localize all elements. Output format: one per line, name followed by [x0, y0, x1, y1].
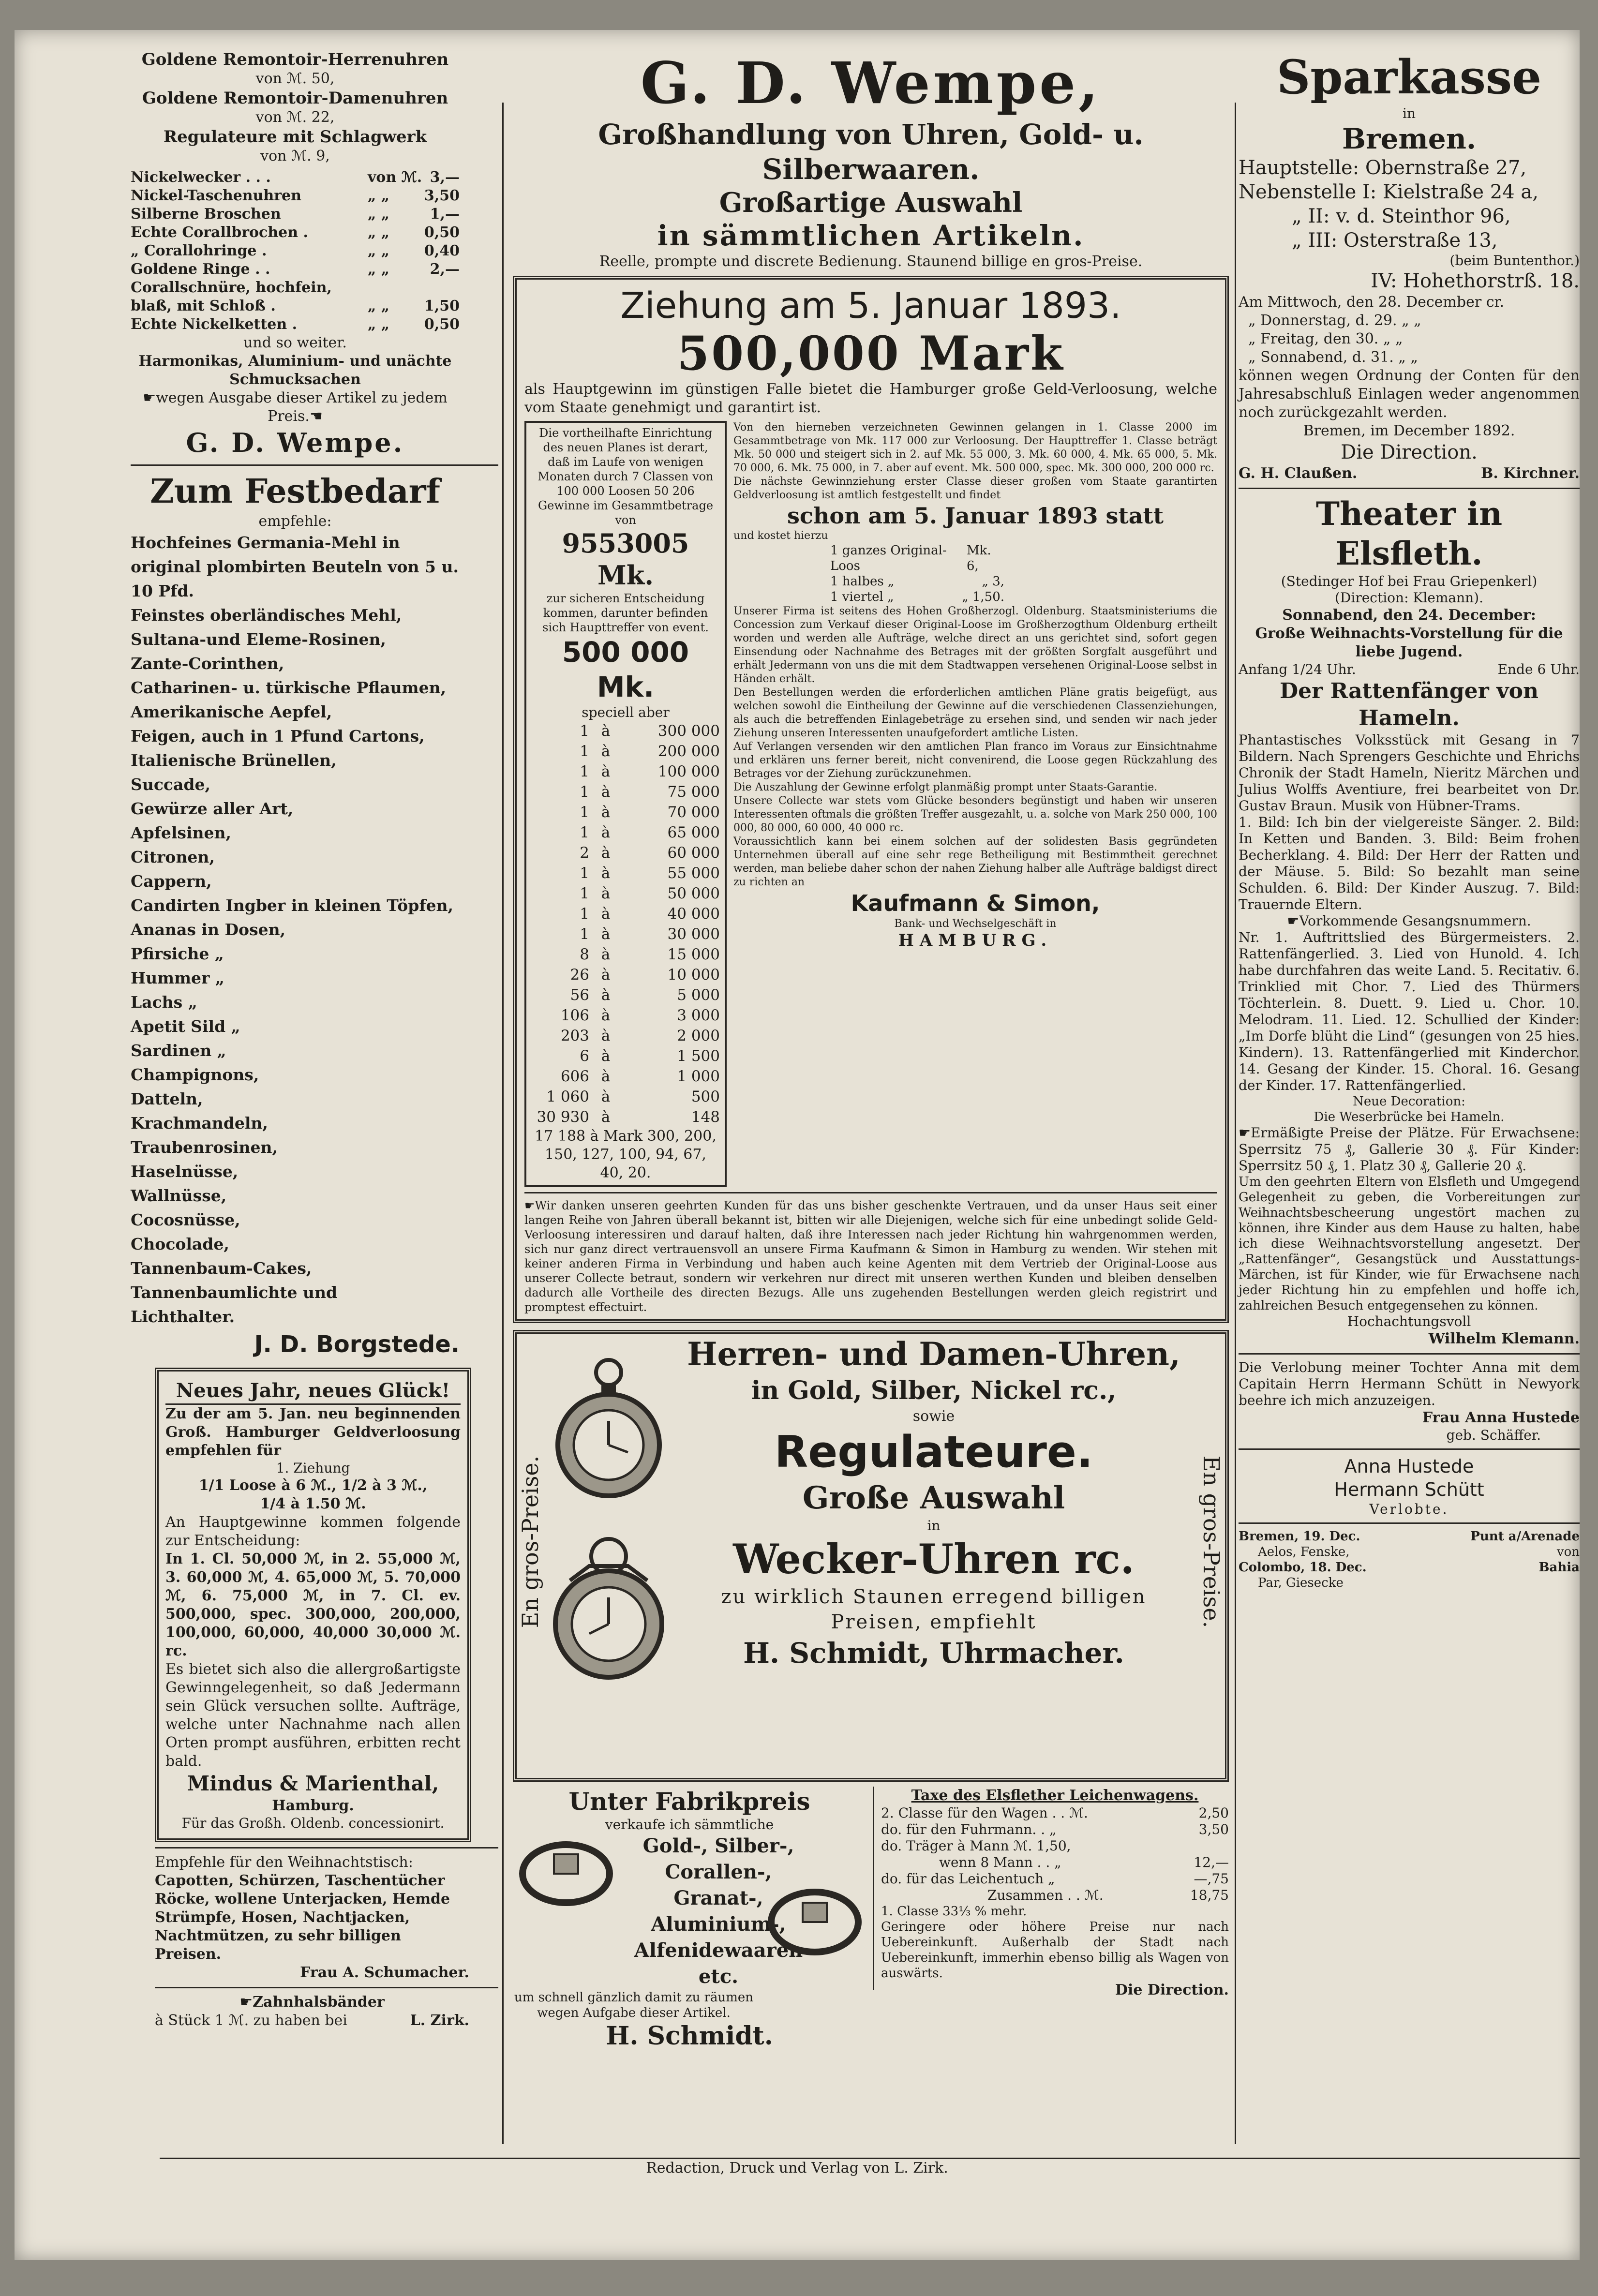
table-row: 26 à 10 000	[570, 966, 720, 984]
lottery-para: Die Auszahlung der Gewinne erfolgt planmäßig prompt unter Staats-Garantie.	[733, 781, 1158, 793]
sparkasse-iv: IV: Hohethorstrß. 18.	[1371, 270, 1580, 292]
lottery-para: Unserer Firma ist seitens des Hohen Großherzogl. Oldenburg. Staatsministeriums die Concession zum Verkauf dieser Original-Loose im Großherzogthum Oldenburg ertheilt worden und werden alle Aufträge, welche direct an uns gerichtet sind, sofort gegen Einsendung oder Nachnahme des Betrages mit der größten Sorgfalt ausgeführt und erhält Jedermann von uns die mit dem Stadtwappen versehenen Original-Loose selbst in Händen erhält.	[733, 605, 1217, 685]
borgstede-signature: J. D. Borgstede.	[254, 1331, 460, 1358]
table-row: 1 à 40 000	[580, 905, 720, 923]
divider	[1239, 1448, 1580, 1450]
sparkasse-haupt: Hauptstelle: Obernstraße 27,	[1239, 157, 1527, 179]
table-row: 1 à 75 000	[580, 783, 720, 801]
plan-text: Die vortheilhafte Einrichtung des neuen Planes ist derart, daß im Laufe von wenigen Monaten durch 7 Classen von 100 000 Loosen 50 206 Gewinne im Gesammtbetrage von	[538, 426, 714, 527]
weiter-text: und so weiter.	[243, 334, 347, 351]
table-row: 1 à 100 000	[580, 763, 720, 780]
pointing-hand-icon: ☛	[1239, 1125, 1251, 1141]
wempe-signature: G. D. Wempe.	[186, 427, 404, 458]
table-row: 1 à 55 000	[580, 865, 720, 882]
list-item: Tannenbaumlichte und	[131, 1283, 338, 1302]
price-list	[131, 168, 460, 334]
bank-text: Bank- und Wechselgeschäft in	[894, 918, 1057, 930]
table-row: 1 à 30 000	[580, 925, 720, 943]
list-item: Sultana-und Eleme-Rosinen,	[131, 630, 386, 649]
verlobte-name-1: Anna Hustede	[1344, 1456, 1474, 1477]
table-row: 6 à 1 500	[580, 1047, 720, 1065]
ship-row: Colombo, 18. Dec. Bahia	[1239, 1560, 1580, 1575]
zahn-ad	[15, 1993, 469, 2030]
list-item: Cocosnüsse,	[131, 1210, 240, 1229]
list-item: Datteln,	[131, 1089, 203, 1108]
lottery-para: Von den hierneben verzeichneten Gewinnen gelangen in 1. Classe 2000 im Gesammtbetrage von Mk. 117 000 zur Verloosung. Der Haupttreffer 1. Classe beträgt Mk. 50 000 und steigert sich in 2. auf Mk. 55 000, 3. Mk. 60 000, 4. Mk. 65 000, 5. Mk. 70 000, 6. Mk. 75 000, in 7. aber auf event. Mk. 500 000, spec. Mk. 300 000, 200 000 rc.	[733, 421, 1217, 474]
pointing-hand-icon: ☛	[239, 1994, 253, 2011]
pointing-hand-icon: ☛	[524, 1199, 535, 1212]
sparkasse-date: „ Freitag, den 30. „ „	[1248, 330, 1403, 347]
column-right	[1239, 49, 1589, 1591]
bottom-ads	[513, 1787, 1229, 2051]
list-item: Cappern,	[131, 872, 212, 891]
imprint: Redaction, Druck und Verlag von L. Zirk.	[646, 2160, 948, 2177]
schumacher-line: Empfehle für den Weihnachtstisch:	[155, 1854, 413, 1871]
dank-text: ☛Wir danken unseren geehrten Kunden für das uns bisher geschenkte Vertrauen, und da unser Haus seit einer langen Reihe von Jahren überall bekannt ist, bitten wir alle Diejenigen, welche sich für eine unbedingt solide Geld-Verloosung interessiren und darauf halten, daß ihre Interessen nach jeder Richtung hin wahrgenommen werden, sich nur ganz direct vertrauensvoll an unsere Firma Kaufmann & Simon in Hamburg zu wenden. Wir stehen mit keiner anderen Firma in Verbindung und haben auch keine Agenten mit dem Vertrieb der Original-Loose aus unserer Collecte betraut, sondern wir verkehren nur direct mit unseren werthen Kunden und bleiben denselben dadurch alle Vortheile des directen Bezugs. Alle uns zugehenden Bestellungen werden gleich registrirt und promptest effectuirt.	[524, 1199, 1217, 1314]
price-row: Nickelwecker . . . von ℳ. 3,—	[131, 169, 460, 186]
lotto-line: 1/1 Loose à 6 ℳ., 1/2 à 3 ℳ.,	[198, 1477, 428, 1494]
schumacher-ad	[15, 1853, 469, 1982]
divider	[1239, 1522, 1580, 1524]
price-row: Echte Corallbrochen . „ „ 0,50	[131, 224, 460, 241]
list-item: Amerikanische Aepfel,	[131, 702, 332, 721]
big-mark: 500 000 Mk.	[562, 636, 689, 703]
uhren-title: Herren- und Damen-Uhren,	[687, 1335, 1180, 1373]
price-row: Echte Nickelketten . „ „ 0,50	[131, 316, 460, 333]
harmonikas-text: Harmonikas, Aluminium- und unächte Schmucksachen	[138, 353, 452, 388]
theater-show: Große Weihnachts-Vorstellung für die liebe Jugend.	[1255, 625, 1563, 660]
ausgabe-text: ☛wegen Ausgabe dieser Artikel zu jedem Preis.☚	[143, 389, 448, 425]
divider	[155, 1847, 498, 1849]
lottery-para: Voraussichtlich kann bei einem solchen auf der solidesten Basis gegründeten Unternehmen überall auf eine sehr rege Betheiligung mit Bestimmtheit gerechnet werden, man beliebe daher schon der nahen Ziehung halber alle Aufträge baldigst direct zu richten an	[733, 835, 1217, 888]
sparkasse-neben: Nebenstelle I: Kielstraße 24 a,	[1239, 181, 1538, 203]
festbedarf-list	[131, 531, 460, 1329]
schumacher-line: Capotten, Schürzen, Taschentücher	[155, 1872, 445, 1889]
list-item: Wallnüsse,	[131, 1186, 227, 1205]
hamburg-text: HAMBURG.	[898, 931, 1053, 950]
staunen-text: zu wirklich Staunen erregend billigen Preisen, empfiehlt	[721, 1586, 1147, 1633]
list-item: Feinstes oberländisches Mehl,	[131, 606, 402, 625]
theater-play: Der Rattenfänger von Hameln.	[1280, 679, 1538, 731]
zahn-row: à Stück 1 ℳ. zu haben bei L. Zirk.	[155, 2012, 469, 2029]
list-item: Lachs „	[131, 993, 197, 1012]
regulateure-title: Regulateure.	[774, 1427, 1093, 1477]
column-rule-right	[1235, 103, 1236, 2144]
divider	[131, 464, 498, 466]
watch-price-1: von ℳ. 50,	[255, 70, 335, 87]
list-item: Traubenrosinen,	[131, 1138, 278, 1157]
table-row: 1 à 300 000	[580, 722, 720, 740]
lotto-title: Neues Jahr, neues Glück!	[165, 1378, 461, 1405]
taxe-note: Geringere oder höhere Preise nur nach Uebereinkunft. Außerhalb der Stadt nach Uebereinkunft, immerhin ebenso billig als Wagen von auswärts.	[881, 1920, 1229, 1981]
table-row: 203 à 2 000	[560, 1027, 720, 1044]
ring-icon	[762, 1879, 868, 1975]
list-item: Chocolade,	[131, 1235, 229, 1253]
list-item: Citronen,	[131, 848, 215, 866]
prize-table	[531, 721, 720, 1127]
taxe-row: do. für den Fuhrmann. . „ 3,50	[881, 1821, 1229, 1837]
lottery-ad	[513, 276, 1229, 1323]
price-row: Goldene Ringe . . „ „ 2,—	[131, 261, 460, 278]
wempe-watch-ad	[15, 49, 460, 460]
plan-text-2: zur sicheren Entscheidung kommen, darunter befinden sich Haupttreffer von event.	[542, 592, 709, 634]
schumacher-signature: Frau A. Schumacher.	[300, 1964, 469, 1981]
list-item: Haselnüsse,	[131, 1162, 239, 1181]
price-row: Nickel-Taschenuhren „ „ 3,50	[131, 187, 460, 204]
theater-venue: (Stedinger Hof bei Frau Griepenkerl)	[1281, 573, 1538, 589]
fabrik-title: Unter Fabrikpreis	[568, 1787, 810, 1816]
lotto-line: 1/4 à 1.50 ℳ.	[260, 1495, 366, 1512]
pointing-hand-icon: ☛	[1287, 913, 1299, 929]
theater-description: Phantastisches Volksstück mit Gesang in 7 Bildern. Nach Sprengers Geschichte und Ehrichs Chronik der Stadt Hameln, Nieritz Märchen und Julius Wolffs Aventiure, frei bearbeitet von Dr. Gustav Braun. Musik von Hübner-Trams.	[1239, 732, 1580, 814]
pointing-hand-icon: ☛	[143, 389, 156, 406]
lottery-date: schon am 5. Januar 1893 statt	[787, 503, 1164, 529]
watch-price-3: von ℳ. 9,	[260, 148, 330, 164]
theater-signature: Wilhelm Klemann.	[1428, 1330, 1580, 1347]
lottery-intro: als Hauptgewinn im günstigen Falle bietet die Hamburger große Geld-Verloosung, welche vom Staate genehmigt und garantirt ist.	[524, 381, 1217, 416]
grosse-auswahl: Große Auswahl	[802, 1480, 1065, 1516]
lottery-body	[524, 421, 1217, 1187]
list-item: Succade,	[131, 775, 210, 794]
theater-deco: Neue Decoration:	[1353, 1094, 1465, 1109]
verlobte-name-2: Hermann Schütt	[1334, 1479, 1484, 1500]
table-row: 606 à 1 000	[560, 1068, 720, 1085]
newspaper-page	[15, 30, 1580, 2260]
uhren-text	[672, 1334, 1196, 1671]
divider	[155, 1987, 498, 1988]
speciell-text: speciell aber	[582, 704, 670, 720]
watch-line-2: Goldene Remontoir-Damenuhren	[142, 89, 448, 108]
wempe-line-3: Reelle, prompte und discrete Bedienung. Staunend billige en gros-Preise.	[599, 253, 1143, 270]
lotto-line: 1. Ziehung	[276, 1460, 350, 1476]
zirk-signature: L. Zirk.	[410, 2012, 469, 2029]
zahn-title: ☛Zahnhalsbänder	[239, 1994, 385, 2011]
big-sum: 9553005 Mk.	[562, 528, 689, 591]
table-row: 1 060 à 500	[546, 1088, 720, 1105]
ship-row: Aelos, Fenske, von	[1258, 1545, 1580, 1559]
taxe-signature: Die Direction.	[1115, 1982, 1229, 1998]
list-item: Gewürze aller Art,	[131, 799, 294, 818]
list-item: Ananas in Dosen,	[131, 920, 286, 939]
theater-prices: ☛Ermäßigte Preise der Plätze. Für Erwachsene: Sperrsitz 75 ₰, Gallerie 30 ₰. Für Kinder: Sperrsitz 50 ₰, 1. Platz 30 ₰, Gallerie 20 ₰.	[1239, 1125, 1580, 1174]
list-item: Apfelsinen,	[131, 823, 231, 842]
pointing-hand-icon: ☚	[309, 408, 323, 425]
sparkasse-date: „ Donnerstag, d. 29. „ „	[1248, 312, 1421, 329]
taxe-total: Zusammen . . ℳ. 18,75	[987, 1887, 1229, 1903]
watch-line-1: Goldene Remontoir-Herrenuhren	[141, 50, 449, 69]
list-item: Candirten Ingber in kleinen Töpfen,	[131, 896, 454, 915]
list-item: Italienische Brünellen,	[131, 751, 337, 770]
list-item: Tannenbaum-Cakes,	[131, 1259, 312, 1278]
fabrik-signature: H. Schmidt.	[606, 2021, 773, 2051]
taxe-ad	[874, 1787, 1229, 1999]
side-text-left-2: En gros-Preise.	[517, 1455, 543, 1628]
sparkasse-in: in	[1403, 105, 1416, 121]
taxe-row: wenn 8 Mann . . „ 12,—	[939, 1854, 1229, 1870]
fabrik-items: Gold-, Silber-, Corallen-, Granat-, Aluminium-, Alfenidewaaren etc.	[634, 1834, 803, 1988]
ziehung-heading: Ziehung am 5. Januar 1893.	[620, 285, 1121, 327]
theater-times: Anfang 1/24 Uhr. Ende 6 Uhr.	[1239, 661, 1580, 677]
verlobung-frau: Frau Anna Hustede	[1422, 1409, 1580, 1426]
mindus-concession: Für das Großh. Oldenb. concessionirt.	[181, 1815, 445, 1831]
schmidt-signature: H. Schmidt, Uhrmacher.	[743, 1637, 1124, 1670]
lottery-para: Den Bestellungen werden die erforderlichen amtlichen Pläne gratis beigefügt, aus welchen sowohl die Eintheilung der Gewinne auf die verschiedenen Classenziehungen, als auch die betreffenden Einlagebeträge zu ersehen sind, und senden wir nach jeder Ziehung unseren Interessenten unaufgefordert amtliche Listen.	[733, 686, 1217, 739]
lotto-line: An Hauptgewinne kommen folgende zur Entscheidung:	[165, 1514, 461, 1549]
lotto-line: In 1. Cl. 50,000 ℳ, in 2. 55,000 ℳ, 3. 60,000 ℳ, 4. 65,000 ℳ, 5. 70,000 ℳ, 6. 75,000 ℳ, in 7. Cl. ev. 500,000, spec. 300,000, 200,000, 100,000, 60,000, 40,000 30,000 ℳ. rc.	[165, 1551, 461, 1659]
column-rule-left	[502, 103, 504, 2144]
table-row: 30 930 à 148	[537, 1108, 720, 1126]
schumacher-line: Röcke, wollene Unterjacken, Hemde	[155, 1891, 450, 1908]
list-item: Apetit Sild „	[131, 1017, 240, 1036]
festbedarf-ad	[15, 471, 460, 1360]
lose-row: 1 viertel „ „ 1,50.	[830, 590, 1004, 604]
theater-direction: (Direction: Klemann).	[1335, 590, 1483, 606]
lottery-para: Unsere Collecte war stets vom Glücke besonders begünstigt und haben wir unseren Interessenten oftmals die größten Treffer ausgezahlt, u. a. solche von Mark 250 000, 100 000, 80 000, 60 000, 40 000 rc.	[733, 795, 1217, 834]
sparkasse-city: Bremen.	[1342, 122, 1477, 155]
list-item: Krachmandeln,	[131, 1114, 268, 1133]
table-row: 56 à 5 000	[570, 986, 720, 1004]
column-center	[508, 49, 1234, 2051]
table-row: 106 à 3 000	[560, 1007, 720, 1024]
lose-row: 1 halbes „ „ 3,	[830, 574, 1004, 589]
wempe-line-2: in sämmtlichen Artikeln.	[657, 219, 1085, 252]
ring-icon	[513, 1835, 619, 1995]
list-item: Lichthalter.	[131, 1307, 235, 1326]
taxe-row: do. für das Leichentuch „ —,75	[881, 1871, 1229, 1887]
sparkasse-date: Am Mittwoch, den 28. December cr.	[1239, 294, 1505, 311]
side-text-right: En gros-Preise.	[1198, 1455, 1225, 1628]
price-row: Silberne Broschen „ „ 1,—	[131, 206, 460, 223]
theater-songs: Nr. 1. Auftrittslied des Bürgermeisters. 2. Rattenfängerlied. 3. Lied von Hunold. 4. Ich habe durchfahren das weite Land. 5. Recitativ. 6. Trinklied mit Chor. 7. Lied des Thürmers Töchterlein. 8. Duett. 9. Lied u. Chor. 10. Melodram. 11. Lied. 12. Schullied der Kinder: „Im Dorfe blüht die Lind“ (gesungen von 25 hies. Kindern). 13. Rattenfängerlied mit Kinderchor. 14. Gesang der Kinder. 15. Choral. 16. Gesang der Kinder. 17. Rattenfängerlied.	[1239, 929, 1580, 1093]
wempe-title: G. D. Wempe,	[640, 49, 1102, 117]
taxe-title: Taxe des Elsflether Leichenwagens.	[911, 1787, 1199, 1804]
page-footer	[160, 2158, 1580, 2177]
sparkasse-date: „ Sonnabend, d. 31. „ „	[1248, 349, 1418, 366]
table-row: 1 à 200 000	[580, 743, 720, 760]
sparkasse-signatures: G. H. Claußen. B. Kirchner.	[1239, 465, 1580, 482]
ship-row: Par, Giesecke	[1258, 1576, 1344, 1590]
list-item: Hochfeines Germania-Mehl in original plombirten Beuteln von 5 u. 10 Pfd.	[131, 533, 459, 600]
divider	[1239, 1353, 1580, 1355]
sparkasse-title: Sparkasse	[1276, 50, 1542, 104]
sparkasse-iii: „ III: Osterstraße 13,	[1292, 229, 1498, 252]
lose-row: 1 ganzes Original-Loos Mk. 6,	[830, 543, 991, 573]
schumacher-line: Nachtmützen, zu sehr billigen Preisen.	[155, 1927, 401, 1963]
fabrik-text: um schnell gänzlich damit zu räumen wegen Aufgabe dieser Artikel.	[514, 1990, 754, 2020]
watch-line-3: Regulateure mit Schlagwerk	[163, 127, 427, 147]
verlobung-text: Die Verlobung meiner Tochter Anna mit dem Capitain Herrn Hermann Schütt in Newyork beehre ich mich anzuzeigen.	[1239, 1359, 1580, 1408]
sparkasse-text: können wegen Ordnung der Conten für den Jahresabschluß Einlagen weder angenommen noch zurückgezahlt werden.	[1239, 367, 1580, 421]
theater-title: Theater in Elsfleth.	[1315, 495, 1503, 572]
mark-heading: 500,000 Mark	[677, 326, 1065, 381]
price-row: „ Corallohringe . „ „ 0,40	[131, 242, 460, 259]
verlobte-label: Verlobte.	[1369, 1501, 1449, 1517]
verlobung-geb: geb. Schäffer.	[1446, 1427, 1541, 1443]
lotto-line: Es bietet sich also die allergroßartigste Gewinngelegenheit, so daß Jedermann sein Glück versuchen sollte. Aufträge, welche unter Nachnahme nach allen Orten prompt ausführen, erbitten recht bald.	[165, 1661, 461, 1770]
lose-prices	[733, 543, 1004, 605]
wecker-title: Wecker-Uhren rc.	[733, 1535, 1135, 1583]
lottery-left-panel	[524, 421, 727, 1187]
watch-price-2: von ℳ. 22,	[255, 109, 335, 126]
empfehle-text: empfehle:	[258, 513, 332, 530]
kostet-text: und kostet hierzu	[733, 530, 828, 542]
schumacher-line: Strümpfe, Hosen, Nachtjacken,	[155, 1909, 410, 1926]
list-item: Hummer „	[131, 969, 224, 987]
table-row: 8 à 15 000	[580, 946, 720, 963]
list-item: Pfirsiche „	[131, 944, 224, 963]
fabrik-ad	[513, 1787, 874, 2051]
festbedarf-title: Zum Festbedarf	[150, 472, 440, 511]
pocket-watch-icon	[551, 1353, 667, 1682]
sparkasse-place-date: Bremen, im December 1892.	[1303, 422, 1515, 439]
table-row: 1 à 50 000	[580, 885, 720, 902]
sparkasse-iii-note: (beim Buntenthor.)	[1449, 253, 1580, 268]
uhren-subtitle: in Gold, Silber, Nickel rc.,	[751, 1376, 1117, 1405]
taxe-row: 2. Classe für den Wagen . . ℳ. 2,50	[881, 1805, 1229, 1821]
sowie-text: sowie	[912, 1408, 955, 1425]
list-item: Sardinen „	[131, 1041, 226, 1060]
mindus-name: Mindus & Marienthal,	[187, 1772, 439, 1795]
theater-date: Sonnabend, den 24. December:	[1282, 607, 1536, 624]
divider	[1239, 488, 1580, 489]
theater-appeal: Um den geehrten Eltern von Elsfleth und Umgegend Gelegenheit zu geben, die Vorbereitungen zur Weihnachtsbescheerung ungestört machen zu können, ihre Kinder aus dem Hause zu halten, habe ich diese Weihnachtsvorstellung angesetzt. Der „Rattenfänger“, Gesangstück und Ausstattungs-Märchen, ist für Kinder, wie für Erwachsene nach jeder Richtung hin zu empfehlen und hoffe ich, zahlreichen Besuch entgegensehen zu können.	[1239, 1175, 1580, 1313]
theater-deco-2: Die Weserbrücke bei Hameln.	[1314, 1110, 1505, 1124]
column-left	[15, 49, 498, 2030]
lottery-para: Auf Verlangen versenden wir den amtlichen Plan franco im Voraus zur Einsichtnahme und erklären uns ferner bereit, nicht convenirend, die Loose gegen Rückzahlung des Betrages vor der Ziehung zurückzunehmen.	[733, 741, 1217, 780]
lotto-box	[155, 1368, 471, 1842]
mindus-city: Hamburg.	[272, 1797, 354, 1814]
in-text: in	[927, 1518, 941, 1534]
fabrik-sub: verkaufe ich sämmtliche	[605, 1817, 774, 1833]
price-row: Corallschnüre, hochfein,	[131, 279, 332, 296]
theater-regards: Hochachtungsvoll	[1347, 1313, 1471, 1329]
list-item: Champignons,	[131, 1065, 259, 1084]
wempe-subtitle: Großhandlung von Uhren, Gold- u. Silberwaaren.	[598, 118, 1144, 186]
taxe-note: 1. Classe 33⅓ % mehr.	[881, 1904, 1027, 1919]
list-item: Zante-Corinthen,	[131, 654, 284, 673]
prize-last-row: 17 188 à Mark 300, 200, 150, 127, 100, 94, 67, 40, 20.	[535, 1128, 717, 1181]
list-item: Feigen, auch in 1 Pfund Cartons,	[131, 727, 425, 745]
kaufmann-simon: Kaufmann & Simon,	[851, 890, 1100, 916]
theater-songs-head: ☛Vorkommende Gesangsnummern.	[1287, 913, 1531, 929]
lottery-para: Die nächste Gewinnziehung erster Classe dieser großen vom Staate garantirten Geldverloosung ist amtlich festgestellt und findet	[733, 476, 1217, 501]
lottery-right-panel	[733, 421, 1217, 1187]
table-row: 1 à 70 000	[580, 804, 720, 821]
taxe-row: do. Träger à Mann ℳ. 1,50,	[881, 1838, 1071, 1854]
sparkasse-direction: Die Direction.	[1341, 441, 1478, 463]
theater-bilder: 1. Bild: Ich bin der vielgereiste Sänger. 2. Bild: In Ketten und Banden. 3. Bild: Beim frohen Becherklang. 4. Bild: Der Herr der Ratten und der Mäuse. 5. Bild: So bezahlt man seine Schulden. 6. Bild: Der Kinder Auszug. 7. Bild: Trauernde Eltern.	[1239, 814, 1580, 912]
wempe-line-1: Großartige Auswahl	[719, 187, 1023, 219]
list-item: Catharinen- u. türkische Pflaumen,	[131, 678, 447, 697]
table-row: 2 à 60 000	[580, 844, 720, 862]
price-row: blaß, mit Schloß . „ „ 1,50	[131, 298, 460, 314]
ship-row: Bremen, 19. Dec. Punt a/Arenade	[1239, 1529, 1580, 1544]
table-row: 1 à 65 000	[580, 824, 720, 841]
lotto-line: Zu der am 5. Jan. neu beginnenden Groß. Hamburger Geldverloosung empfehlen für	[165, 1405, 461, 1459]
uhren-ad	[513, 1330, 1229, 1782]
divider	[524, 1192, 1217, 1193]
sparkasse-ii: „ II: v. d. Steinthor 96,	[1292, 205, 1511, 227]
